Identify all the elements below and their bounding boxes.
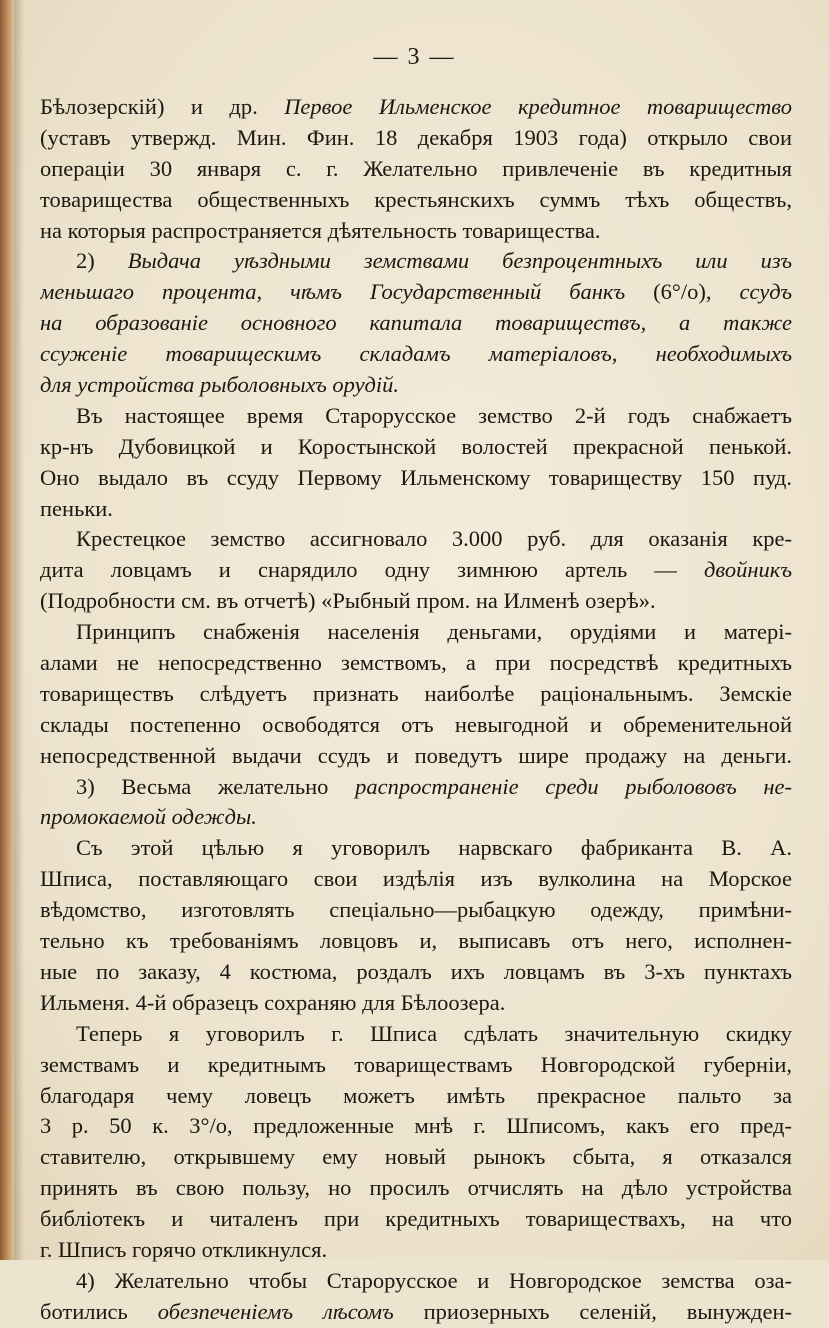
text-run: Ильменя. 4-й образецъ сохраняю для Бѣлоозера. [40,989,506,1015]
italic-text-run: промокаемой одежды. [40,804,257,830]
italic-text-run: для устройства рыболовныхъ орудій. [40,372,400,398]
italic-text-run: обезпеченіемъ лѣсомъ [157,1298,394,1324]
text-line [40,895,792,926]
text-line [40,1081,792,1112]
text-line [40,277,792,308]
text-line [40,957,792,988]
text-line [40,555,792,586]
text-line [40,1142,792,1173]
text-run: библіотекъ и читаленъ при кредитныхъ товариществахъ, на что [40,1206,792,1232]
text-run: Крестецкое земство ассигновало 3.000 руб. для оказанія кре- [76,526,792,552]
text-line [40,154,792,185]
text-line [40,246,792,277]
italic-text-run: Выдача уѣздными земствами безпроцентныхъ или изъ [127,248,792,274]
text-line [40,802,792,833]
text-line [40,988,792,1019]
text-line [40,864,792,895]
text-run: (уставъ утвержд. Мин. Фин. 18 декабря 1903 года) открыло свои [40,124,792,150]
text-line [40,1235,792,1266]
text-line [40,710,792,741]
text-run: дита ловцамъ и снарядило одну зимнюю артель — [40,557,705,583]
text-line [40,524,792,555]
text-line [40,370,792,401]
book-binding [0,0,14,1260]
text-line [40,1050,792,1081]
text-run: непосредственной выдачи ссудъ и поведутъ шире продажу на деньги. [40,742,792,768]
text-line [40,1173,792,1204]
text-line [40,1297,792,1328]
italic-text-run: ссуженіе товарищескимъ складамъ матеріаловъ, необходимыхъ [40,341,792,367]
text-run: принять въ свою пользу, но просилъ отчислять на дѣло устройства [40,1175,792,1201]
text-run: 3) Весьма желательно [76,773,356,799]
text-run: пеньки. [40,495,113,521]
text-line [40,926,792,957]
page-number: — 3 — [373,44,456,70]
text-run: операціи 30 января с. г. Желательно привлеченіе въ кредитныя [40,155,792,181]
text-run: Шписа, поставляющаго свои издѣлія изъ вулколина на Морское [40,866,792,892]
text-run: г. Шписъ горячо откликнулся. [40,1236,328,1262]
text-run: Бѣлозерскій) и др. [40,94,285,119]
text-line [40,92,792,123]
text-run: тельно къ требованіямъ ловцовъ и, выписавъ отъ него, исполнен- [40,928,792,954]
text-run: Оно выдало въ ссуду Первому Ильменскому товариществу 150 пуд. [40,464,792,490]
text-line [40,494,792,525]
text-run: (Подробности см. въ отчетѣ) «Рыбный пром. на Илменѣ озерѣ». [40,588,656,614]
italic-text-run: Первое Ильменское кредитное товарищество [284,94,792,119]
text-run: ботились [40,1298,158,1324]
text-run: 2) [76,248,128,274]
text-run: Принципъ снабженія населенія деньгами, орудіями и матері- [76,619,792,645]
text-run: ные по заказу, 4 костюма, роздалъ ихъ ловцамъ въ 3-хъ пунктахъ [40,958,792,984]
text-run: склады постепенно освободятся отъ невыгодной и обременительной [40,711,792,737]
text-line [40,586,792,617]
page-text [40,92,792,1328]
italic-text-run: ссудъ [739,279,792,305]
text-line [40,401,792,432]
text-line [40,463,792,494]
text-run: кр-нъ Дубовицкой и Коростынской волостей прекрасной пенькой. [40,433,792,459]
text-run: приозерныхъ селеній, вынужден- [393,1298,792,1324]
italic-text-run: двойникъ [704,557,792,583]
text-run: ставителю, открывшему ему новый рынокъ сбыта, я отказался [40,1144,792,1170]
text-run: на которыя распространяется дѣятельность товарищества. [40,217,601,243]
text-run: товариществъ слѣдуетъ признать наиболѣе раціональнымъ. Земскіе [40,680,792,706]
italic-text-run: на образованіе основного капитала товариществъ, а также [40,310,792,336]
text-line [40,308,792,339]
text-line [40,1111,792,1142]
text-line [40,185,792,216]
text-line [40,741,792,772]
text-run: 4) Желательно чтобы Старорусское и Новгородское земства оза- [76,1267,792,1293]
text-run: Въ настоящее время Старорусское земство 2-й годъ снабжаетъ [76,402,792,428]
text-line [40,339,792,370]
text-run: земствамъ и кредитнымъ товариществамъ Новгородской губерніи, [40,1051,792,1077]
binding-shadow [14,0,24,1260]
text-line [40,1019,792,1050]
italic-text-run: распространеніе среди рыболововъ не- [355,773,792,799]
text-run: благодаря чему ловецъ можетъ имѣть прекрасное пальто за [40,1082,792,1108]
text-line [40,1266,792,1297]
text-line [40,648,792,679]
text-run: Съ этой цѣлью я уговорилъ нарвскаго фабриканта В. А. [76,835,792,861]
text-line [40,833,792,864]
text-line [40,617,792,648]
text-run: (6°/о), [625,279,740,305]
text-run: алами не непосредственно земствомъ, а при посредствѣ кредитныхъ [40,650,792,676]
text-line [40,772,792,803]
text-line [40,216,792,247]
text-run: товарищества общественныхъ крестьянскихъ суммъ тѣхъ обществъ, [40,186,792,212]
text-line [40,679,792,710]
italic-text-run: меньшаго процента, чѣмъ Государственный банкъ [40,279,626,305]
text-run: 3 р. 50 к. 3°/о, предложенные мнѣ г. Шписомъ, какъ его пред- [40,1113,792,1139]
text-run: Теперь я уговорилъ г. Шписа сдѣлать значительную скидку [76,1020,792,1046]
text-line [40,123,792,154]
text-line [40,432,792,463]
text-run: вѣдомство, изготовлять спеціально—рыбацкую одежду, примѣни- [40,897,792,923]
text-line [40,1204,792,1235]
